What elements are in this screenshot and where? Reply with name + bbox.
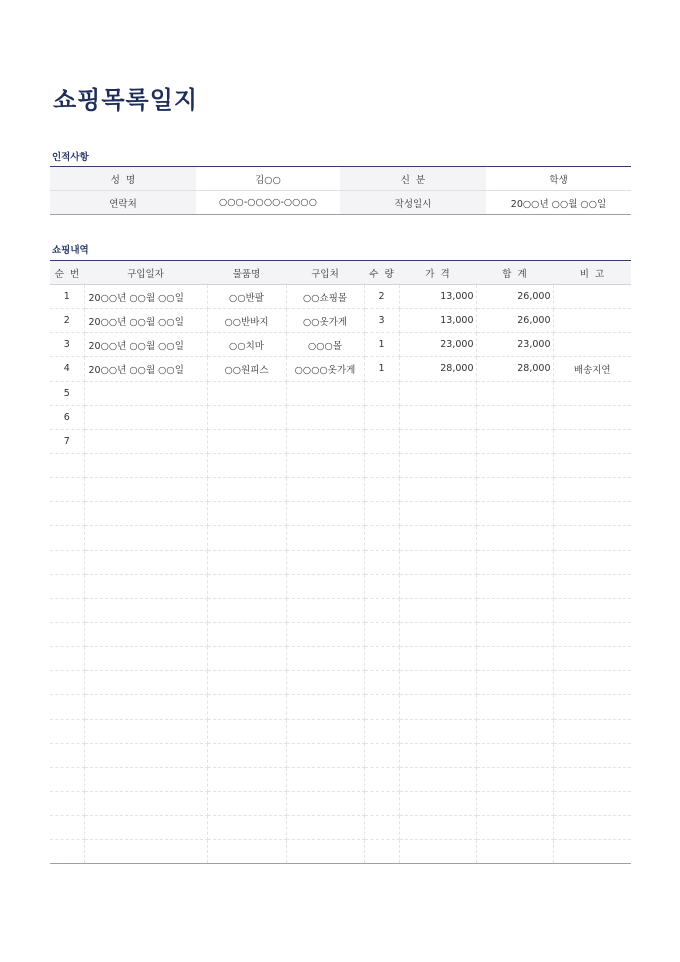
cell-price	[399, 550, 476, 574]
cell-item	[207, 453, 286, 477]
cell-item	[207, 816, 286, 840]
cell-price	[399, 526, 476, 550]
cell-total	[476, 502, 553, 526]
cell-price	[399, 381, 476, 405]
cell-price	[399, 840, 476, 864]
contact-label: 연락처	[50, 191, 196, 215]
cell-item	[207, 791, 286, 815]
cell-price: 23,000	[399, 333, 476, 357]
cell-note	[553, 622, 631, 646]
cell-no: 5	[50, 381, 84, 405]
cell-no	[50, 816, 84, 840]
cell-qty	[364, 743, 399, 767]
cell-store	[286, 719, 364, 743]
cell-note	[553, 333, 631, 357]
cell-item	[207, 550, 286, 574]
cell-total	[476, 743, 553, 767]
cell-note	[553, 574, 631, 598]
cell-note	[553, 285, 631, 309]
cell-no	[50, 743, 84, 767]
cell-qty	[364, 767, 399, 791]
table-row	[50, 357, 631, 381]
cell-store	[286, 526, 364, 550]
cell-item: ○○반바지	[207, 309, 286, 333]
name-label: 성 명	[50, 167, 196, 191]
cell-qty	[364, 622, 399, 646]
cell-no	[50, 647, 84, 671]
table-row	[50, 743, 631, 767]
cell-item	[207, 429, 286, 453]
cell-item: ○○원피스	[207, 357, 286, 381]
cell-store	[286, 767, 364, 791]
cell-item	[207, 598, 286, 622]
cell-no	[50, 671, 84, 695]
cell-note	[553, 526, 631, 550]
cell-store	[286, 743, 364, 767]
shopping-section-label: 쇼핑내역	[52, 245, 89, 256]
written-date-label: 작성일시	[340, 191, 486, 215]
cell-note	[553, 743, 631, 767]
cell-store	[286, 478, 364, 502]
cell-price	[399, 574, 476, 598]
cell-item: ○○치마	[207, 333, 286, 357]
cell-item	[207, 381, 286, 405]
cell-item	[207, 478, 286, 502]
cell-price	[399, 598, 476, 622]
cell-total	[476, 695, 553, 719]
cell-no	[50, 695, 84, 719]
cell-total	[476, 429, 553, 453]
cell-no: 3	[50, 333, 84, 357]
cell-date	[84, 453, 207, 477]
table-row	[50, 333, 631, 357]
header-total: 합 계	[476, 261, 553, 285]
cell-price	[399, 647, 476, 671]
cell-total	[476, 840, 553, 864]
cell-no	[50, 622, 84, 646]
cell-store	[286, 816, 364, 840]
cell-no	[50, 550, 84, 574]
cell-date	[84, 381, 207, 405]
cell-store: ○○옷가게	[286, 309, 364, 333]
cell-price: 13,000	[399, 285, 476, 309]
cell-note: 배송지연	[553, 357, 631, 381]
cell-price	[399, 429, 476, 453]
cell-store	[286, 791, 364, 815]
table-row	[50, 647, 631, 671]
header-store: 구입처	[286, 261, 364, 285]
cell-qty	[364, 550, 399, 574]
cell-store	[286, 429, 364, 453]
cell-date	[84, 791, 207, 815]
cell-total	[476, 791, 553, 815]
header-qty: 수 량	[364, 261, 399, 285]
table-row	[50, 453, 631, 477]
cell-date	[84, 647, 207, 671]
cell-qty	[364, 791, 399, 815]
cell-total	[476, 598, 553, 622]
cell-no	[50, 767, 84, 791]
cell-note	[553, 309, 631, 333]
table-row	[50, 816, 631, 840]
cell-note	[553, 502, 631, 526]
cell-total: 26,000	[476, 309, 553, 333]
header-note: 비 고	[553, 261, 631, 285]
cell-total	[476, 671, 553, 695]
cell-total	[476, 478, 553, 502]
cell-note	[553, 405, 631, 429]
cell-total	[476, 550, 553, 574]
cell-note	[553, 550, 631, 574]
table-row	[50, 309, 631, 333]
cell-date	[84, 767, 207, 791]
cell-no	[50, 478, 84, 502]
cell-item	[207, 647, 286, 671]
cell-qty	[364, 647, 399, 671]
header-no: 순 번	[50, 261, 84, 285]
cell-store: ○○○○옷가게	[286, 357, 364, 381]
cell-price: 13,000	[399, 309, 476, 333]
cell-total	[476, 767, 553, 791]
table-row	[50, 405, 631, 429]
cell-qty	[364, 526, 399, 550]
cell-no	[50, 574, 84, 598]
cell-total	[476, 453, 553, 477]
cell-total	[476, 381, 553, 405]
cell-date: 20○○년 ○○월 ○○일	[84, 285, 207, 309]
personal-info-row	[50, 191, 631, 215]
cell-store	[286, 405, 364, 429]
cell-store	[286, 598, 364, 622]
personal-info-section-label: 인적사항	[52, 152, 89, 163]
table-row	[50, 429, 631, 453]
cell-no: 2	[50, 309, 84, 333]
header-item: 물품명	[207, 261, 286, 285]
cell-item	[207, 671, 286, 695]
cell-store	[286, 622, 364, 646]
table-row	[50, 767, 631, 791]
cell-price	[399, 478, 476, 502]
cell-note	[553, 816, 631, 840]
cell-price	[399, 502, 476, 526]
cell-price	[399, 695, 476, 719]
page-title: 쇼핑목록일지	[53, 86, 199, 114]
cell-date	[84, 598, 207, 622]
contact-value: ○○○-○○○○-○○○○	[196, 191, 340, 215]
table-row	[50, 622, 631, 646]
cell-item	[207, 574, 286, 598]
cell-qty	[364, 816, 399, 840]
cell-note	[553, 381, 631, 405]
cell-qty	[364, 381, 399, 405]
status-label: 신 분	[340, 167, 486, 191]
cell-item	[207, 526, 286, 550]
cell-no: 7	[50, 429, 84, 453]
cell-date	[84, 405, 207, 429]
cell-note	[553, 719, 631, 743]
cell-qty	[364, 574, 399, 598]
table-row	[50, 526, 631, 550]
cell-note	[553, 840, 631, 864]
cell-date: 20○○년 ○○월 ○○일	[84, 309, 207, 333]
cell-total	[476, 526, 553, 550]
cell-total	[476, 574, 553, 598]
cell-note	[553, 671, 631, 695]
cell-date: 20○○년 ○○월 ○○일	[84, 333, 207, 357]
cell-item	[207, 502, 286, 526]
cell-date	[84, 622, 207, 646]
cell-price	[399, 791, 476, 815]
cell-item	[207, 405, 286, 429]
cell-store	[286, 647, 364, 671]
cell-total	[476, 647, 553, 671]
table-row	[50, 598, 631, 622]
cell-qty	[364, 695, 399, 719]
cell-total	[476, 719, 553, 743]
shopping-table	[50, 260, 631, 864]
cell-no	[50, 453, 84, 477]
cell-store	[286, 550, 364, 574]
cell-qty	[364, 405, 399, 429]
cell-date	[84, 743, 207, 767]
cell-item	[207, 695, 286, 719]
cell-qty	[364, 429, 399, 453]
table-row	[50, 695, 631, 719]
cell-date	[84, 719, 207, 743]
cell-store: ○○쇼핑몰	[286, 285, 364, 309]
cell-date: 20○○년 ○○월 ○○일	[84, 357, 207, 381]
cell-price	[399, 671, 476, 695]
cell-no: 4	[50, 357, 84, 381]
cell-no	[50, 502, 84, 526]
table-row	[50, 285, 631, 309]
cell-no	[50, 719, 84, 743]
personal-info-row	[50, 167, 631, 191]
cell-qty	[364, 453, 399, 477]
cell-date	[84, 695, 207, 719]
cell-date	[84, 840, 207, 864]
cell-price	[399, 453, 476, 477]
cell-store	[286, 840, 364, 864]
cell-price	[399, 743, 476, 767]
cell-price	[399, 816, 476, 840]
cell-total	[476, 622, 553, 646]
cell-price	[399, 405, 476, 429]
cell-qty: 3	[364, 309, 399, 333]
cell-date	[84, 526, 207, 550]
table-row	[50, 478, 631, 502]
cell-note	[553, 478, 631, 502]
name-value: 김○○	[196, 167, 340, 191]
cell-store	[286, 695, 364, 719]
cell-total	[476, 816, 553, 840]
cell-qty: 1	[364, 333, 399, 357]
cell-date	[84, 478, 207, 502]
header-price: 가 격	[399, 261, 476, 285]
cell-date	[84, 574, 207, 598]
cell-price	[399, 719, 476, 743]
written-date-value: 20○○년 ○○월 ○○일	[486, 191, 631, 215]
cell-note	[553, 791, 631, 815]
cell-qty: 2	[364, 285, 399, 309]
cell-note	[553, 695, 631, 719]
shopping-header-row	[50, 261, 631, 285]
table-row	[50, 381, 631, 405]
cell-total: 26,000	[476, 285, 553, 309]
cell-date	[84, 550, 207, 574]
cell-date	[84, 671, 207, 695]
cell-item	[207, 767, 286, 791]
cell-no: 6	[50, 405, 84, 429]
cell-item	[207, 622, 286, 646]
cell-no	[50, 598, 84, 622]
cell-qty	[364, 502, 399, 526]
cell-item	[207, 719, 286, 743]
cell-qty	[364, 840, 399, 864]
header-date: 구입일자	[84, 261, 207, 285]
table-row	[50, 502, 631, 526]
table-row	[50, 719, 631, 743]
cell-no	[50, 791, 84, 815]
cell-no: 1	[50, 285, 84, 309]
personal-info-table	[50, 166, 631, 215]
cell-note	[553, 598, 631, 622]
cell-total	[476, 405, 553, 429]
table-row	[50, 791, 631, 815]
cell-price	[399, 622, 476, 646]
cell-no	[50, 840, 84, 864]
cell-item	[207, 840, 286, 864]
cell-qty	[364, 478, 399, 502]
cell-qty	[364, 671, 399, 695]
cell-store	[286, 671, 364, 695]
cell-qty	[364, 719, 399, 743]
cell-qty	[364, 598, 399, 622]
cell-store: ○○○몰	[286, 333, 364, 357]
cell-item: ○○반팔	[207, 285, 286, 309]
table-row	[50, 840, 631, 864]
cell-note	[553, 429, 631, 453]
cell-qty: 1	[364, 357, 399, 381]
cell-price: 28,000	[399, 357, 476, 381]
cell-price	[399, 767, 476, 791]
cell-date	[84, 429, 207, 453]
cell-item	[207, 743, 286, 767]
table-row	[50, 671, 631, 695]
cell-store	[286, 574, 364, 598]
table-row	[50, 550, 631, 574]
cell-no	[50, 526, 84, 550]
cell-store	[286, 453, 364, 477]
cell-note	[553, 767, 631, 791]
cell-total: 23,000	[476, 333, 553, 357]
cell-total: 28,000	[476, 357, 553, 381]
cell-note	[553, 453, 631, 477]
cell-note	[553, 647, 631, 671]
cell-store	[286, 381, 364, 405]
cell-date	[84, 502, 207, 526]
table-row	[50, 574, 631, 598]
status-value: 학생	[486, 167, 631, 191]
cell-store	[286, 502, 364, 526]
cell-date	[84, 816, 207, 840]
